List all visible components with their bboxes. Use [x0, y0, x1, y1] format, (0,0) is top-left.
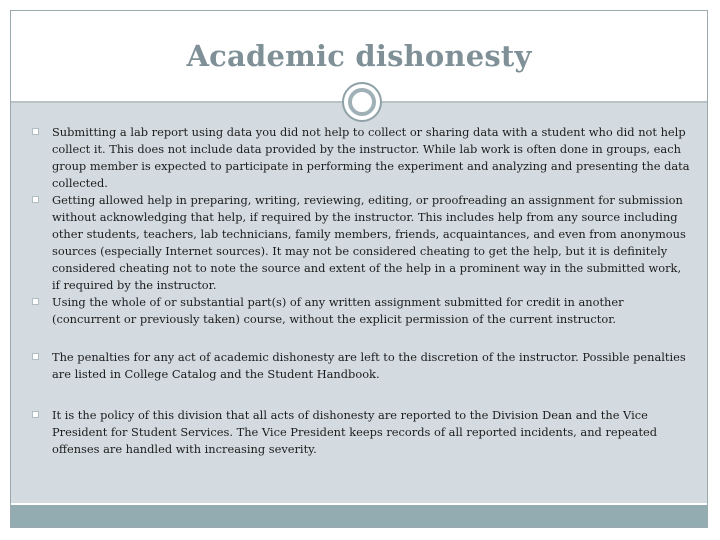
slide-title: Academic dishonesty [186, 39, 532, 73]
bullet-text: It is the policy of this division that all acts of dishonesty are reported to the Division Dean and the Vice President for Student Services. The Vice President keeps records of all reported incidents, and repeated offenses are handled with increasing severity. [52, 408, 658, 456]
bullet-text: Getting allowed help in preparing, writing, reviewing, editing, or proofreading an assignment for submission without acknowledging that help, if required by the instructor. This includes help from any source including other students, teachers, lab technicians, family members, friends, acquaintances, and even from anonymous sources (especially Internet sources). It may not be considered cheating to get the help, but it is definitely considered cheating not to note the source and extent of the help in a prominent way in the submitted work, if required by the instructor. [52, 193, 686, 292]
square-bullet-icon [32, 353, 39, 360]
circle-ornament-icon [342, 82, 382, 122]
bullet-text: The penalties for any act of academic dishonesty are left to the discretion of the instructor. Possible penalties are listed in College Catalog and the Student Handbook. [52, 350, 686, 381]
content-area [11, 103, 707, 503]
slide [10, 10, 708, 528]
bullet-text: Using the whole of or substantial part(s) of any written assignment submitted for credit in another (concurrent or previously taken) course, without the explicit permission of the current instructor. [52, 295, 624, 326]
square-bullet-icon [32, 196, 39, 203]
bullet-text: Submitting a lab report using data you did not help to collect or sharing data with a student who did not help collect it. This does not include data provided by the instructor. While lab work is often done in groups, each group member is expected to participate in performing the experiment and analyzing and presenting the data collected. [52, 125, 690, 190]
ornament-inner-ring [348, 88, 376, 116]
square-bullet-icon [32, 298, 39, 305]
footer-bar [11, 505, 707, 527]
square-bullet-icon [32, 128, 39, 135]
square-bullet-icon [32, 411, 39, 418]
